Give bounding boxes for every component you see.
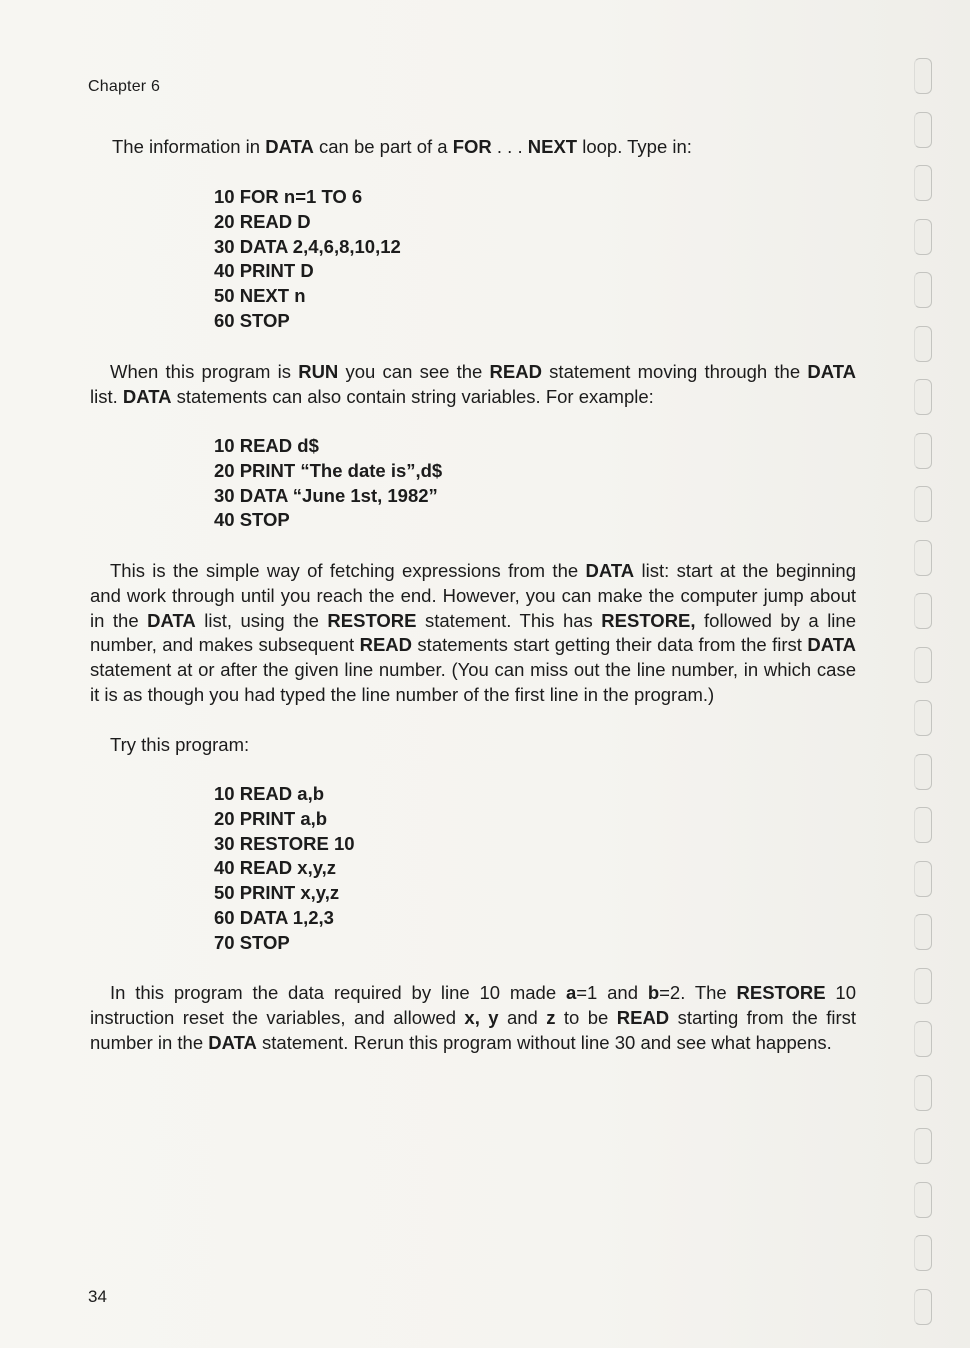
text-run: statement moving through the (541, 361, 808, 382)
bold-keyword: RESTORE, (601, 609, 696, 631)
text-run: and (498, 1006, 547, 1028)
code-listing-1 (214, 185, 401, 334)
text-run: followed by a line number, and makes subsequent (90, 609, 856, 656)
text-run: 10 instruction reset the variables, and allowed (90, 982, 857, 1028)
text-run: When this program is (110, 361, 299, 382)
code-line: 10 READ d$ (214, 435, 319, 456)
text-run: =2. The (659, 982, 737, 1003)
text-run: statements start getting their data from the first (412, 634, 808, 656)
text-run: list: start at the beginning and work through until you reach the end. However, you can make the computer jump about in the (90, 560, 856, 631)
text-run: list, using the (195, 609, 328, 631)
paragraph-explanation (90, 981, 856, 1055)
code-line: 30 RESTORE 10 (214, 832, 355, 854)
paragraph-restore (90, 559, 856, 708)
text-run: . . . (491, 136, 528, 157)
bold-keyword: z (546, 1006, 556, 1028)
text-run: can be part of a (313, 136, 453, 157)
paragraph-run (90, 360, 856, 410)
code-line: 40 READ x,y,z (214, 857, 337, 879)
binding-hole (914, 754, 932, 790)
bold-keyword: DATA (807, 361, 856, 382)
code-listing-3 (214, 782, 355, 956)
bold-keyword: NEXT (527, 136, 578, 157)
paragraph-try (90, 733, 856, 758)
binding-hole (914, 807, 932, 843)
text-run: statement at or after the given line number. (You can miss out the line number, in which case it is as though you had typed the line number of the first line in the program.) (90, 659, 856, 705)
binding-hole (914, 540, 932, 576)
binding-hole (914, 1235, 932, 1271)
text-run: statement. Rerun this program without line 30 and see what happens. (256, 1031, 832, 1053)
binding-hole (914, 968, 932, 1004)
code-line: 60 DATA 1,2,3 (214, 906, 334, 928)
binding-hole (914, 700, 932, 736)
bold-keyword: RESTORE (327, 609, 417, 631)
text-run: Try this program: (110, 734, 250, 755)
code-line: 40 STOP (214, 509, 290, 531)
code-line: 10 FOR n=1 TO 6 (214, 186, 363, 207)
paragraph-intro (112, 135, 878, 160)
binding-hole (914, 1182, 932, 1218)
text-run: to be (555, 1006, 617, 1028)
code-line: 60 STOP (214, 309, 290, 331)
bold-keyword: DATA (807, 634, 856, 656)
code-line: 50 PRINT x,y,z (214, 882, 340, 904)
bold-keyword: a (565, 982, 577, 1003)
binding-hole (914, 272, 932, 308)
spiral-binding (906, 40, 946, 1340)
binding-hole (914, 914, 932, 950)
binding-hole (914, 165, 932, 201)
bold-keyword: DATA (147, 609, 196, 631)
code-line: 10 READ a,b (214, 783, 325, 804)
text-run: you can see the (338, 361, 490, 382)
binding-hole (914, 1289, 932, 1325)
binding-hole (914, 1021, 932, 1057)
code-line: 70 STOP (214, 931, 290, 953)
code-line: 20 PRINT “The date is”,d$ (214, 459, 443, 481)
text-run: =1 and (576, 982, 648, 1003)
bold-keyword: RESTORE (736, 982, 826, 1003)
text-run (480, 1007, 488, 1028)
page-number: 34 (88, 1287, 107, 1306)
binding-hole (914, 112, 932, 148)
binding-hole (914, 379, 932, 415)
text-run: loop. Type in: (577, 136, 692, 157)
text-run: In this program the data required by line 10 made (110, 982, 566, 1003)
bold-keyword: b (647, 982, 660, 1003)
code-line: 40 PRINT D (214, 260, 314, 282)
binding-hole (914, 1075, 932, 1111)
bold-keyword: READ (616, 1006, 670, 1028)
bold-keyword: READ (359, 634, 412, 656)
bold-keyword: READ (489, 361, 542, 382)
binding-hole (914, 647, 932, 683)
binding-hole (914, 486, 932, 522)
binding-hole (914, 593, 932, 629)
code-line: 30 DATA 2,4,6,8,10,12 (214, 235, 401, 257)
bold-keyword: DATA (265, 136, 314, 157)
code-line: 20 PRINT a,b (214, 807, 328, 829)
binding-hole (914, 219, 932, 255)
code-line: 20 READ D (214, 210, 311, 232)
binding-hole (914, 326, 932, 362)
code-listing-2 (214, 434, 442, 533)
bold-keyword: DATA (585, 560, 635, 581)
binding-hole (914, 433, 932, 469)
binding-hole (914, 1128, 932, 1164)
text-run: statement. This has (416, 609, 602, 631)
bold-keyword: DATA (208, 1031, 257, 1053)
text-run: The information in (112, 136, 266, 157)
binding-hole (914, 58, 932, 94)
bold-keyword: RUN (298, 361, 339, 382)
text-run: statements can also contain string variables. For example: (171, 385, 654, 407)
code-line: 30 DATA “June 1st, 1982” (214, 484, 438, 506)
text-run: This is the simple way of fetching expressions from the (110, 560, 586, 581)
text-run: starting from the first number in the (90, 1006, 856, 1053)
bold-keyword: y (488, 1006, 499, 1028)
binding-hole (914, 861, 932, 897)
code-line: 50 NEXT n (214, 285, 306, 307)
text-run: list. (90, 385, 123, 407)
chapter-header: Chapter 6 (88, 78, 161, 95)
bold-keyword: x, (464, 1006, 480, 1028)
bold-keyword: FOR (452, 136, 492, 157)
bold-keyword: DATA (122, 385, 172, 407)
